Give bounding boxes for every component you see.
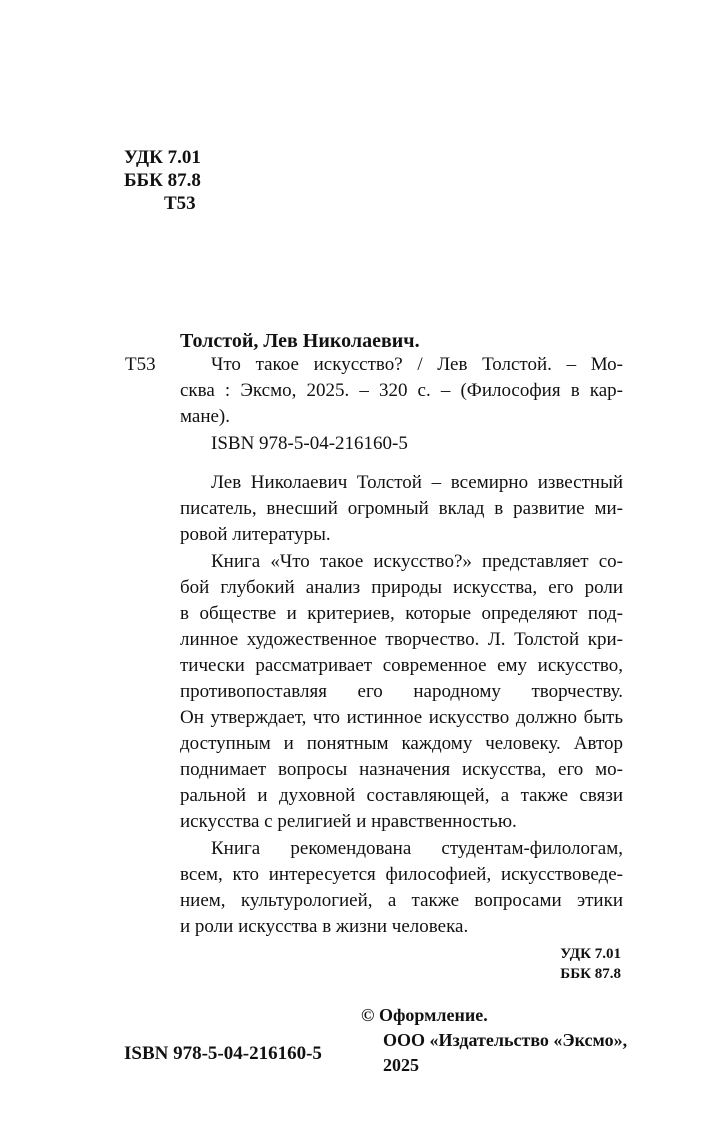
annotation-p1-line-3: ровой литературы. [180, 524, 331, 545]
author-heading: Толстой, Лев Николаевич. [180, 330, 420, 352]
author-mark: Т53 [164, 193, 196, 214]
annotation-p3-line-2: всем, кто интересуется философией, искусствоведе- [180, 864, 623, 885]
annotation-p2-line-3: в обществе и критериев, которые определяют под- [180, 603, 623, 624]
udk-code: УДК 7.01 [124, 147, 201, 168]
annotation-p2-line-9: поднимает вопросы назначения искусства, его мо- [180, 759, 623, 780]
annotation-p2-line-1: Книга «Что такое искусство?» представляет со- [211, 551, 623, 572]
copyright-line-1: © Оформление. [361, 1005, 488, 1025]
annotation-p1-line-1: Лев Николаевич Толстой – всемирно известный [211, 472, 623, 493]
annotation-p1-line-2: писатель, внесший огромный вклад в развитие ми- [180, 498, 623, 519]
copyright-line-3: 2025 [383, 1055, 419, 1075]
annotation-p2-line-6: противопоставляя его народному творчеству. [180, 681, 623, 702]
annotation-p3-line-3: нием, культурологией, а также вопросами этики [180, 890, 623, 911]
card-author-mark: Т53 [125, 354, 156, 375]
footer-classification-codes [560, 944, 621, 984]
footer-udk-code: УДК 7.01 [560, 946, 621, 962]
bbk-code: ББК 87.8 [124, 170, 201, 191]
copyright-block [361, 1003, 627, 1078]
footer-bbk-code: ББК 87.8 [560, 966, 621, 982]
annotation-p2-line-8: доступным и понятным каждому человеку. Автор [180, 733, 623, 754]
annotation-p2-line-4: линное художественное творчество. Л. Толстой кри- [180, 629, 623, 650]
annotation-p2-line-10: ральной и духовной составляющей, а также связи [180, 785, 623, 806]
card-isbn: ISBN 978-5-04-216160-5 [211, 433, 408, 454]
annotation-p2-line-2: бой глубокий анализ природы искусства, его роли [180, 577, 623, 598]
annotation-p2-line-5: тически рассматривает современное ему искусство, [180, 655, 623, 676]
copyright-line-2: ООО «Издательство «Эксмо», [383, 1030, 628, 1050]
title-line-3: мане). [180, 406, 231, 427]
top-classification-codes [124, 146, 201, 215]
annotation-p2-line-11: искусства с религией и нравственностью. [180, 811, 517, 832]
isbn-bottom: ISBN 978-5-04-216160-5 [124, 1043, 322, 1064]
title-line-1: Что такое искусство? / Лев Толстой. – Мо- [211, 354, 623, 375]
annotation-p3-line-1: Книга рекомендована студентам-филологам, [211, 838, 623, 859]
annotation-p2-line-7: Он утверждает, что истинное искусство должно быть [180, 707, 623, 728]
title-line-2: сква : Эксмо, 2025. – 320 с. – (Философия в кар- [180, 380, 623, 401]
annotation-p3-line-4: и роли искусства в жизни человека. [180, 916, 469, 937]
